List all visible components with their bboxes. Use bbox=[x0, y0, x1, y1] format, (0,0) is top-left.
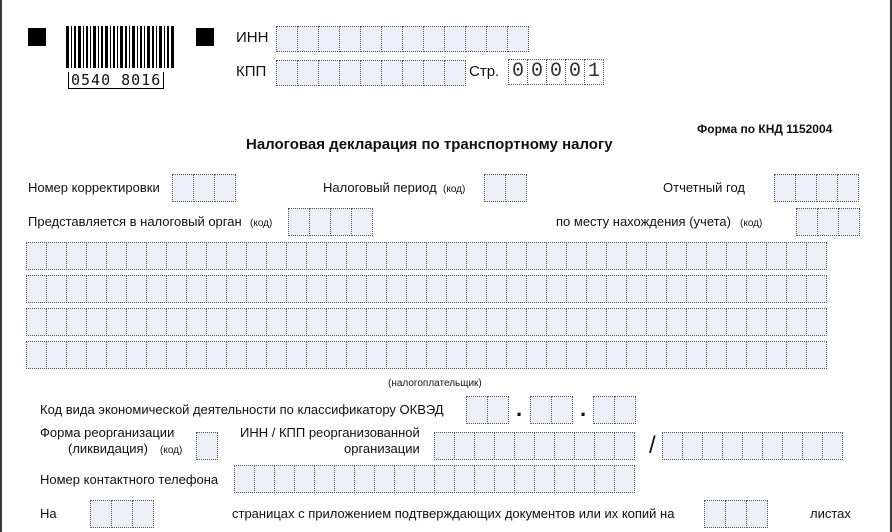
entry-cell[interactable] bbox=[546, 308, 567, 336]
entry-cell[interactable] bbox=[46, 275, 67, 303]
reorg-slash: / bbox=[649, 432, 656, 459]
entry-cell[interactable] bbox=[574, 465, 595, 493]
entry-cell[interactable] bbox=[66, 341, 87, 369]
entry-cell[interactable] bbox=[146, 341, 167, 369]
entry-cell[interactable] bbox=[546, 242, 567, 270]
entry-cell[interactable] bbox=[746, 242, 767, 270]
barcode bbox=[66, 26, 174, 89]
entry-cell[interactable] bbox=[246, 242, 267, 270]
entry-cell[interactable] bbox=[514, 465, 535, 493]
entry-cell[interactable] bbox=[766, 308, 787, 336]
entry-cell[interactable] bbox=[686, 308, 707, 336]
kpp-field[interactable] bbox=[276, 60, 465, 86]
entry-cell[interactable] bbox=[466, 341, 487, 369]
entry-cell[interactable] bbox=[454, 465, 475, 493]
entry-cell[interactable] bbox=[506, 341, 527, 369]
page-digit: 0 bbox=[508, 59, 528, 85]
entry-cell[interactable] bbox=[786, 275, 807, 303]
okved-field-part2[interactable] bbox=[530, 396, 572, 424]
entry-cell[interactable] bbox=[466, 275, 487, 303]
entry-cell[interactable] bbox=[366, 242, 387, 270]
entry-cell[interactable] bbox=[446, 242, 467, 270]
entry-cell[interactable] bbox=[206, 308, 227, 336]
entry-cell[interactable] bbox=[546, 275, 567, 303]
entry-cell[interactable] bbox=[294, 465, 315, 493]
location-code-hint: (код) bbox=[740, 218, 763, 229]
entry-cell[interactable] bbox=[646, 275, 667, 303]
entry-cell[interactable] bbox=[186, 242, 207, 270]
entry-cell[interactable] bbox=[246, 275, 267, 303]
entry-cell[interactable] bbox=[166, 308, 187, 336]
entry-cell[interactable] bbox=[554, 465, 575, 493]
entry-cell[interactable] bbox=[314, 465, 335, 493]
entry-cell[interactable] bbox=[286, 308, 307, 336]
entry-cell[interactable] bbox=[526, 341, 547, 369]
entry-cell[interactable] bbox=[646, 242, 667, 270]
entry-cell[interactable] bbox=[46, 308, 67, 336]
entry-cell[interactable] bbox=[806, 308, 827, 336]
taxpayer-name-row[interactable] bbox=[26, 308, 826, 336]
entry-cell[interactable] bbox=[414, 465, 435, 493]
okved-field-part1[interactable] bbox=[466, 396, 508, 424]
entry-cell[interactable] bbox=[486, 341, 507, 369]
taxpayer-name-row[interactable] bbox=[26, 275, 826, 303]
entry-cell[interactable] bbox=[366, 308, 387, 336]
entry-cell[interactable] bbox=[286, 275, 307, 303]
page-digit: 1 bbox=[584, 59, 604, 85]
entry-cell[interactable] bbox=[434, 465, 455, 493]
entry-cell[interactable] bbox=[606, 308, 627, 336]
location-field[interactable] bbox=[796, 208, 859, 236]
entry-cell[interactable] bbox=[66, 275, 87, 303]
entry-cell[interactable] bbox=[166, 341, 187, 369]
entry-cell[interactable] bbox=[426, 275, 447, 303]
entry-cell[interactable] bbox=[106, 275, 127, 303]
entry-cell[interactable] bbox=[306, 341, 327, 369]
entry-cell[interactable] bbox=[666, 242, 687, 270]
entry-cell[interactable] bbox=[186, 308, 207, 336]
reorg-inn-field[interactable] bbox=[434, 432, 634, 460]
report-year-field[interactable] bbox=[774, 174, 858, 202]
reorg-form-label-line1: Форма реорганизации bbox=[40, 425, 175, 440]
entry-cell[interactable] bbox=[26, 242, 47, 270]
entry-cell[interactable] bbox=[526, 275, 547, 303]
entry-cell[interactable] bbox=[334, 465, 355, 493]
tax-period-code-hint: (код) bbox=[443, 184, 466, 195]
entry-cell[interactable] bbox=[26, 275, 47, 303]
entry-cell[interactable] bbox=[766, 275, 787, 303]
entry-cell[interactable] bbox=[226, 242, 247, 270]
entry-cell[interactable] bbox=[146, 308, 167, 336]
entry-cell[interactable] bbox=[466, 308, 487, 336]
entry-cell[interactable] bbox=[246, 341, 267, 369]
entry-cell[interactable] bbox=[326, 275, 347, 303]
entry-cell[interactable] bbox=[394, 465, 415, 493]
entry-cell[interactable] bbox=[486, 275, 507, 303]
tax-period-field[interactable] bbox=[484, 174, 526, 202]
tax-period-label: Налоговый период bbox=[323, 180, 437, 195]
entry-cell[interactable] bbox=[426, 242, 447, 270]
entry-cell[interactable] bbox=[806, 341, 827, 369]
entry-cell[interactable] bbox=[286, 242, 307, 270]
entry-cell[interactable] bbox=[606, 242, 627, 270]
entry-cell[interactable] bbox=[494, 465, 515, 493]
entry-cell[interactable] bbox=[726, 242, 747, 270]
entry-cell[interactable] bbox=[66, 308, 87, 336]
entry-cell[interactable] bbox=[766, 341, 787, 369]
entry-cell[interactable] bbox=[706, 341, 727, 369]
correction-number-label: Номер корректировки bbox=[28, 180, 160, 195]
entry-cell[interactable] bbox=[566, 275, 587, 303]
entry-cell[interactable] bbox=[446, 308, 467, 336]
entry-cell[interactable] bbox=[166, 275, 187, 303]
entry-cell[interactable] bbox=[666, 275, 687, 303]
okved-separator: . bbox=[580, 396, 587, 421]
entry-cell[interactable] bbox=[206, 341, 227, 369]
entry-cell[interactable] bbox=[686, 341, 707, 369]
entry-cell[interactable] bbox=[146, 275, 167, 303]
entry-cell[interactable] bbox=[446, 341, 467, 369]
entry-cell[interactable] bbox=[86, 341, 107, 369]
entry-cell[interactable] bbox=[766, 242, 787, 270]
entry-cell[interactable] bbox=[746, 275, 767, 303]
entry-cell[interactable] bbox=[626, 242, 647, 270]
taxpayer-caption: (налогоплательщик) bbox=[388, 378, 482, 389]
entry-cell[interactable] bbox=[406, 275, 427, 303]
right-alignment-marker bbox=[196, 28, 214, 46]
entry-cell[interactable] bbox=[806, 242, 827, 270]
okved-label: Код вида экономической деятельности по классификатору ОКВЭД bbox=[40, 402, 444, 417]
entry-cell[interactable] bbox=[186, 341, 207, 369]
entry-cell[interactable] bbox=[226, 308, 247, 336]
entry-cell[interactable] bbox=[506, 242, 527, 270]
entry-cell[interactable] bbox=[206, 275, 227, 303]
entry-cell[interactable] bbox=[46, 341, 67, 369]
entry-cell[interactable] bbox=[626, 308, 647, 336]
entry-cell[interactable] bbox=[546, 341, 567, 369]
reorg-inn-label-line2: организации bbox=[344, 441, 420, 456]
entry-cell[interactable] bbox=[786, 242, 807, 270]
entry-cell[interactable] bbox=[606, 341, 627, 369]
entry-cell[interactable] bbox=[386, 308, 407, 336]
entry-cell[interactable] bbox=[506, 308, 527, 336]
entry-cell[interactable] bbox=[86, 242, 107, 270]
entry-cell[interactable] bbox=[746, 341, 767, 369]
entry-cell[interactable] bbox=[606, 275, 627, 303]
tax-authority-label: Представляется в налоговый орган bbox=[28, 214, 242, 229]
entry-cell[interactable] bbox=[386, 242, 407, 270]
okved-field-part3[interactable] bbox=[593, 396, 635, 424]
entry-cell[interactable] bbox=[366, 341, 387, 369]
entry-cell[interactable] bbox=[486, 242, 507, 270]
page-digit: 0 bbox=[546, 59, 566, 85]
entry-cell[interactable] bbox=[686, 275, 707, 303]
entry-cell[interactable] bbox=[386, 341, 407, 369]
entry-cell[interactable] bbox=[566, 242, 587, 270]
entry-cell[interactable] bbox=[466, 242, 487, 270]
reorg-kpp-field[interactable] bbox=[662, 432, 842, 460]
entry-cell[interactable] bbox=[446, 275, 467, 303]
entry-cell[interactable] bbox=[126, 341, 147, 369]
entry-cell[interactable] bbox=[586, 275, 607, 303]
entry-cell[interactable] bbox=[346, 242, 367, 270]
reorg-inn-label-line1: ИНН / КПП реорганизованной bbox=[240, 425, 420, 440]
entry-cell[interactable] bbox=[706, 242, 727, 270]
entry-cell[interactable] bbox=[666, 308, 687, 336]
entry-cell[interactable] bbox=[146, 242, 167, 270]
entry-cell[interactable] bbox=[186, 275, 207, 303]
entry-cell[interactable] bbox=[274, 465, 295, 493]
reorg-form-label-line2: (ликвидация) bbox=[68, 441, 148, 456]
reorg-form-code-hint: (код) bbox=[160, 445, 183, 456]
entry-cell[interactable] bbox=[306, 308, 327, 336]
entry-cell[interactable] bbox=[86, 308, 107, 336]
entry-cell[interactable] bbox=[746, 308, 767, 336]
form-code: Форма по КНД 1152004 bbox=[697, 122, 833, 136]
entry-cell[interactable] bbox=[426, 341, 447, 369]
on-label: На bbox=[40, 506, 57, 521]
entry-cell[interactable] bbox=[326, 242, 347, 270]
entry-cell[interactable] bbox=[366, 275, 387, 303]
entry-cell[interactable] bbox=[346, 308, 367, 336]
entry-cell[interactable] bbox=[586, 308, 607, 336]
tax-authority-code-hint: (код) bbox=[250, 218, 273, 229]
entry-cell[interactable] bbox=[106, 242, 127, 270]
entry-cell[interactable] bbox=[166, 242, 187, 270]
entry-cell[interactable] bbox=[686, 242, 707, 270]
entry-cell[interactable] bbox=[406, 308, 427, 336]
entry-cell[interactable] bbox=[326, 308, 347, 336]
entry-cell[interactable] bbox=[526, 308, 547, 336]
entry-cell[interactable] bbox=[206, 242, 227, 270]
entry-cell[interactable] bbox=[566, 308, 587, 336]
entry-cell[interactable] bbox=[306, 242, 327, 270]
entry-cell[interactable] bbox=[26, 308, 47, 336]
form-title: Налоговая декларация по транспортному налогу bbox=[246, 136, 613, 153]
entry-cell[interactable] bbox=[326, 341, 347, 369]
tax-authority-field[interactable] bbox=[288, 208, 372, 236]
entry-cell[interactable] bbox=[346, 275, 367, 303]
left-alignment-marker bbox=[28, 28, 46, 46]
barcode-bars bbox=[66, 26, 174, 68]
entry-cell[interactable] bbox=[506, 275, 527, 303]
entry-cell[interactable] bbox=[486, 308, 507, 336]
barcode-number: 0540 8016 bbox=[68, 72, 164, 89]
entry-cell[interactable] bbox=[726, 275, 747, 303]
report-year-label: Отчетный год bbox=[663, 180, 745, 195]
okved-separator: . bbox=[516, 396, 523, 421]
page-digit: 0 bbox=[527, 59, 547, 85]
entry-cell[interactable] bbox=[266, 242, 287, 270]
page-left-border bbox=[0, 0, 2, 532]
entry-cell[interactable] bbox=[406, 242, 427, 270]
inn-label: ИНН bbox=[236, 29, 269, 46]
location-label: по месту нахождения (учета) bbox=[556, 214, 731, 229]
correction-number-field[interactable] bbox=[172, 174, 235, 202]
pages-count-field[interactable] bbox=[90, 500, 153, 528]
entry-cell[interactable] bbox=[374, 465, 395, 493]
page-number-field[interactable] bbox=[508, 59, 603, 85]
entry-cell[interactable] bbox=[254, 465, 275, 493]
sheets-label: листах bbox=[810, 506, 851, 521]
entry-cell[interactable] bbox=[286, 341, 307, 369]
entry-cell[interactable] bbox=[566, 341, 587, 369]
entry-cell[interactable] bbox=[266, 341, 287, 369]
entry-cell[interactable] bbox=[126, 275, 147, 303]
entry-cell[interactable] bbox=[346, 341, 367, 369]
entry-cell[interactable] bbox=[86, 275, 107, 303]
entry-cell[interactable] bbox=[226, 275, 247, 303]
taxpayer-name-row[interactable] bbox=[26, 341, 826, 369]
pages-text: страницах с приложением подтверждающих документов или их копий на bbox=[232, 506, 675, 521]
entry-cell[interactable] bbox=[786, 308, 807, 336]
entry-cell[interactable] bbox=[806, 275, 827, 303]
entry-cell[interactable] bbox=[66, 242, 87, 270]
entry-cell[interactable] bbox=[46, 242, 67, 270]
taxpayer-name-row[interactable] bbox=[26, 242, 826, 270]
entry-cell[interactable] bbox=[354, 465, 375, 493]
entry-cell[interactable] bbox=[786, 341, 807, 369]
entry-cell[interactable] bbox=[126, 242, 147, 270]
entry-cell[interactable] bbox=[126, 308, 147, 336]
entry-cell[interactable] bbox=[534, 465, 555, 493]
entry-cell[interactable] bbox=[106, 308, 127, 336]
entry-cell[interactable] bbox=[426, 308, 447, 336]
entry-cell[interactable] bbox=[594, 465, 615, 493]
entry-cell[interactable] bbox=[26, 341, 47, 369]
entry-cell[interactable] bbox=[106, 341, 127, 369]
entry-cell[interactable] bbox=[646, 308, 667, 336]
entry-cell[interactable] bbox=[614, 465, 635, 493]
entry-cell[interactable] bbox=[626, 275, 647, 303]
entry-cell[interactable] bbox=[726, 341, 747, 369]
sheets-count-field[interactable] bbox=[704, 500, 767, 528]
entry-cell[interactable] bbox=[386, 275, 407, 303]
entry-cell[interactable] bbox=[586, 341, 607, 369]
page-label: Стр. bbox=[469, 63, 500, 80]
entry-cell[interactable] bbox=[246, 308, 267, 336]
entry-cell[interactable] bbox=[646, 341, 667, 369]
entry-cell[interactable] bbox=[266, 308, 287, 336]
entry-cell[interactable] bbox=[586, 242, 607, 270]
phone-field[interactable] bbox=[234, 465, 634, 493]
entry-cell[interactable] bbox=[474, 465, 495, 493]
entry-cell[interactable] bbox=[306, 275, 327, 303]
entry-cell[interactable] bbox=[266, 275, 287, 303]
entry-cell[interactable] bbox=[626, 341, 647, 369]
reorg-form-field[interactable] bbox=[196, 432, 217, 460]
entry-cell[interactable] bbox=[526, 242, 547, 270]
entry-cell[interactable] bbox=[706, 275, 727, 303]
entry-cell[interactable] bbox=[234, 465, 255, 493]
entry-cell[interactable] bbox=[226, 341, 247, 369]
inn-field[interactable] bbox=[276, 26, 528, 52]
entry-cell[interactable] bbox=[666, 341, 687, 369]
entry-cell[interactable] bbox=[726, 308, 747, 336]
phone-label: Номер контактного телефона bbox=[40, 472, 219, 487]
kpp-label: КПП bbox=[236, 63, 267, 80]
entry-cell[interactable] bbox=[406, 341, 427, 369]
entry-cell[interactable] bbox=[706, 308, 727, 336]
page-digit: 0 bbox=[565, 59, 585, 85]
